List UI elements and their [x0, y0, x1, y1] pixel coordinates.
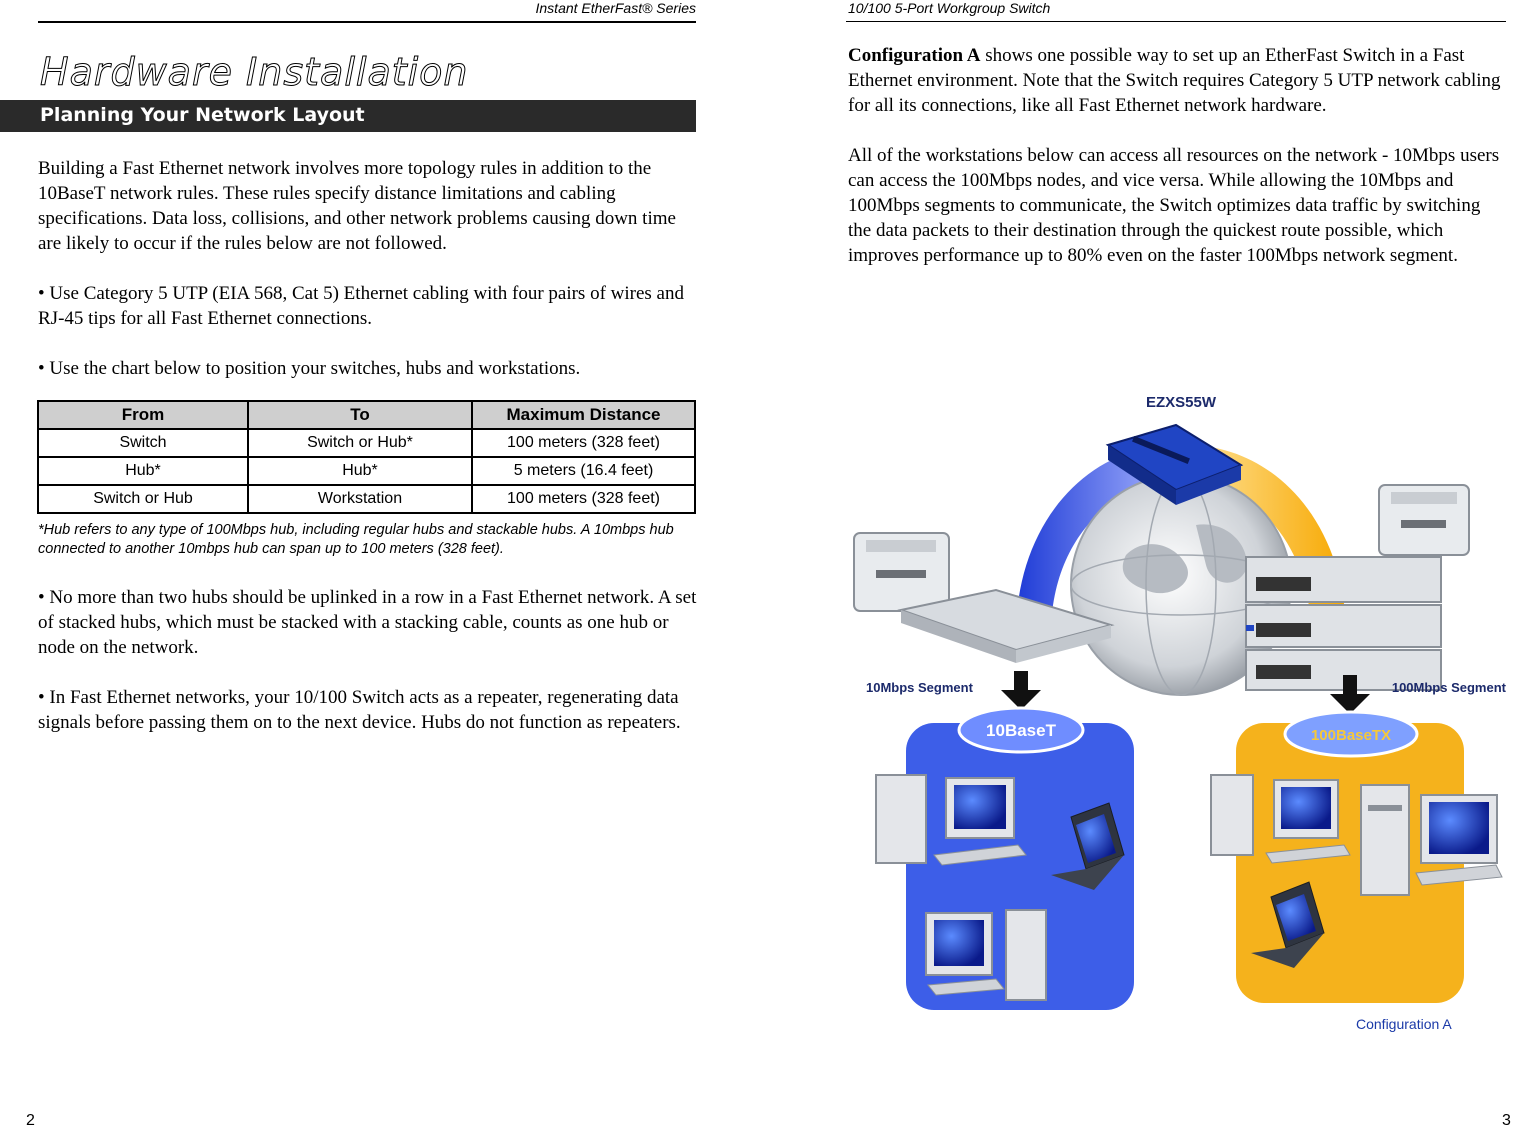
- paragraph: All of the workstations below can access all resources on the network - 10Mbps users can access the 100Mbps nodes, and vice versa. While allowing the 10Mbps and 100Mbps segments to communicate, the Switch optimizes data traffic by switching the data packets to their destination through the quickest route possible, which improves performance up to 80% even on the faster 100Mbps network segment.: [848, 145, 1500, 266]
- config-a-label: Configuration A: [848, 45, 981, 66]
- section-heading-bar: [0, 100, 696, 132]
- table-row: [38, 429, 695, 457]
- table-cell: Switch or Hub: [38, 485, 248, 513]
- table-row: [38, 485, 695, 513]
- left-running-head: Instant EtherFast® Series: [535, 0, 696, 16]
- table-cell: 100 meters (328 feet): [472, 485, 695, 513]
- table-cell: Hub*: [248, 457, 472, 485]
- right-body-text: [848, 43, 1506, 293]
- network-diagram: [846, 385, 1512, 1010]
- right-running-head: 10/100 5-Port Workgroup Switch: [848, 0, 1051, 16]
- hundred-base-tx-label: 100BaseTX: [1310, 727, 1392, 744]
- table-footnote: *Hub refers to any type of 100Mbps hub, including regular hubs and stackable hubs. A 10mbps hub connected to another 10mbps hub can span up to 100 meters (328 feet).: [38, 522, 674, 557]
- paragraph: Building a Fast Ethernet network involves more topology rules in addition to the 10BaseT network rules. These rules specify distance limitations and cabling specifications. Data loss, collisions, and other network problems causing down time are likely to occur if the rules below are not followed.: [38, 158, 676, 254]
- table-header: To: [248, 401, 472, 429]
- workstation-icon: [926, 910, 1046, 1000]
- stacked-hubs-icon: [1246, 557, 1441, 690]
- section-heading: Planning Your Network Layout: [40, 104, 365, 126]
- table-header: Maximum Distance: [472, 401, 695, 429]
- left-body-text: [38, 156, 698, 406]
- paragraph: Configuration A shows one possible way to set up an EtherFast Switch in a Fast Ethernet environment. Note that the Switch requires Category 5 UTP network cabling for all its connections, like all Fast Ethernet network hardware.: [848, 45, 1501, 116]
- device-label: EZXS55W: [1145, 394, 1217, 411]
- figure-caption: Configuration A: [1356, 1016, 1452, 1032]
- table-cell: 5 meters (16.4 feet): [472, 457, 695, 485]
- table-cell: Switch or Hub*: [248, 429, 472, 457]
- workstation-icon: [1416, 795, 1502, 885]
- left-body-text-after: [38, 585, 698, 760]
- paragraph: • Use Category 5 UTP (EIA 568, Cat 5) Ethernet cabling with four pairs of wires and RJ-45 tips for all Fast Ethernet connections.: [38, 283, 684, 329]
- table-header: From: [38, 401, 248, 429]
- table-cell: Hub*: [38, 457, 248, 485]
- table-cell: Switch: [38, 429, 248, 457]
- right-page-number: 3: [1502, 1112, 1511, 1129]
- table-cell: 100 meters (328 feet): [472, 429, 695, 457]
- page-title: Hardware Installation: [40, 50, 469, 94]
- paragraph: • In Fast Ethernet networks, your 10/100 Switch acts as a repeater, regenerating data signals before passing them on to the next device. Hubs do not function as repeaters.: [38, 687, 681, 733]
- down-arrow-icon: [1001, 671, 1041, 710]
- network-diagram-svg: [846, 385, 1512, 1010]
- table-cell: Workstation: [248, 485, 472, 513]
- distance-table: [37, 400, 696, 514]
- paragraph: • No more than two hubs should be uplinked in a row in a Fast Ethernet network. A set of stacked hubs, which must be stacked with a stacking cable, counts as one hub or node on the network.: [38, 587, 697, 658]
- ten-base-t-label: 10BaseT: [986, 721, 1056, 740]
- left-page-number: 2: [26, 1112, 35, 1129]
- table-row: [38, 457, 695, 485]
- paragraph: • Use the chart below to position your switches, hubs and workstations.: [38, 358, 581, 379]
- printer-icon: [854, 533, 949, 611]
- right-segment-label: 100Mbps Segment: [1391, 680, 1506, 695]
- left-segment-label: 10Mbps Segment: [866, 680, 973, 695]
- server-tower-icon: [1361, 785, 1409, 895]
- table-header-row: [38, 401, 695, 429]
- left-header-rule: [38, 21, 696, 23]
- printer-icon: [1379, 485, 1469, 555]
- right-header-rule: [846, 21, 1506, 22]
